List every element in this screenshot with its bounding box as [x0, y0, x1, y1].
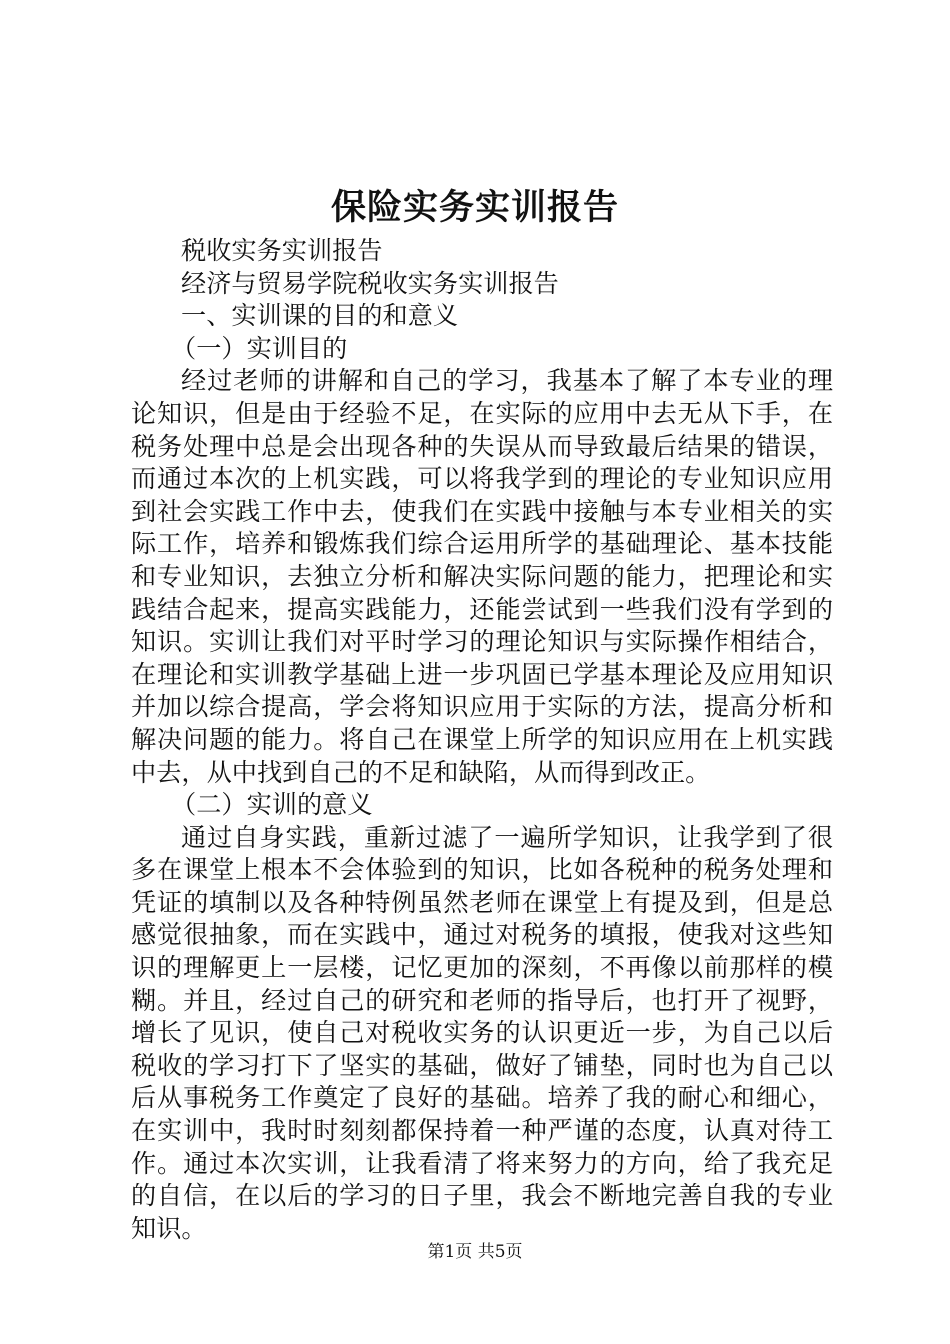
paragraph-line: 经过老师的讲解和自己的学习，我基本了解了本专业的理: [181, 366, 833, 396]
paragraph-line: 作。通过本次实训，让我看清了将来努力的方向，给了我充足: [131, 1148, 833, 1178]
paragraph-line: 在理论和实训教学基础上进一步巩固已学基本理论及应用知识: [131, 659, 833, 689]
paragraph-line: 到社会实践工作中去，使我们在实践中接触与本专业相关的实: [131, 496, 833, 526]
document-title: 保险实务实训报告: [330, 187, 619, 228]
paragraph-line: 际工作，培养和锻炼我们综合运用所学的基础理论、基本技能: [131, 529, 833, 559]
paragraph-line: 多在课堂上根本不会体验到的知识，比如各税种的税务处理和: [131, 855, 833, 885]
paragraph-line: 增长了见识，使自己对税收实务的认识更近一步，为自己以后: [131, 1018, 833, 1048]
paragraph-line: 凭证的填制以及各种特例虽然老师在课堂上有提及到，但是总: [131, 887, 833, 917]
paragraph-line: 税务处理中总是会出现各种的失误从而导致最后结果的错误，: [131, 431, 833, 461]
paragraph-line: 后从事税务工作奠定了良好的基础。培养了我的耐心和细心，: [131, 1083, 833, 1113]
subsection-heading: （一）实训目的: [171, 333, 348, 363]
section-heading: 一、实训课的目的和意义: [181, 301, 459, 331]
paragraph-line: 而通过本次的上机实践，可以将我学到的理论的专业知识应用: [131, 464, 833, 494]
text-line: 经济与贸易学院税收实务实训报告: [181, 268, 559, 298]
paragraph-line: 税收的学习打下了坚实的基础，做好了铺垫，同时也为自己以: [131, 1050, 833, 1080]
paragraph-line: 论知识，但是由于经验不足，在实际的应用中去无从下手，在: [131, 398, 833, 428]
paragraph-line: 的自信，在以后的学习的日子里，我会不断地完善自我的专业: [131, 1181, 833, 1211]
paragraph-line: 在实训中，我时时刻刻都保持着一种严谨的态度，认真对待工: [131, 1116, 833, 1146]
paragraph-line: 感觉很抽象，而在实践中，通过对税务的填报，使我对这些知: [131, 920, 833, 950]
paragraph-line: 解决问题的能力。将自己在课堂上所学的知识应用在上机实践: [131, 724, 833, 754]
paragraph-line: 中去，从中找到自己的不足和缺陷，从而得到改正。: [131, 757, 711, 787]
subsection-heading: （二）实训的意义: [171, 790, 373, 820]
paragraph-line: 践结合起来，提高实践能力，还能尝试到一些我们没有学到的: [131, 594, 833, 624]
paragraph-line: 知识。: [131, 1213, 207, 1243]
paragraph-line: 识的理解更上一层楼，记忆更加的深刻，不再像以前那样的模: [131, 953, 833, 983]
paragraph-line: 知识。实训让我们对平时学习的理论知识与实际操作相结合，: [131, 627, 833, 657]
page-number-footer: 第1页 共5页: [427, 1242, 523, 1262]
paragraph-line: 和专业知识，去独立分析和解决实际问题的能力，把理论和实: [131, 561, 833, 591]
paragraph-line: 通过自身实践，重新过滤了一遍所学知识，让我学到了很: [181, 822, 833, 852]
text-line: 税收实务实训报告: [181, 236, 383, 265]
paragraph-line: 并加以综合提高，学会将知识应用于实际的方法，提高分析和: [131, 692, 833, 722]
paragraph-line: 糊。并且，经过自己的研究和老师的指导后，也打开了视野，: [131, 985, 833, 1015]
document-body: [131, 235, 833, 1245]
